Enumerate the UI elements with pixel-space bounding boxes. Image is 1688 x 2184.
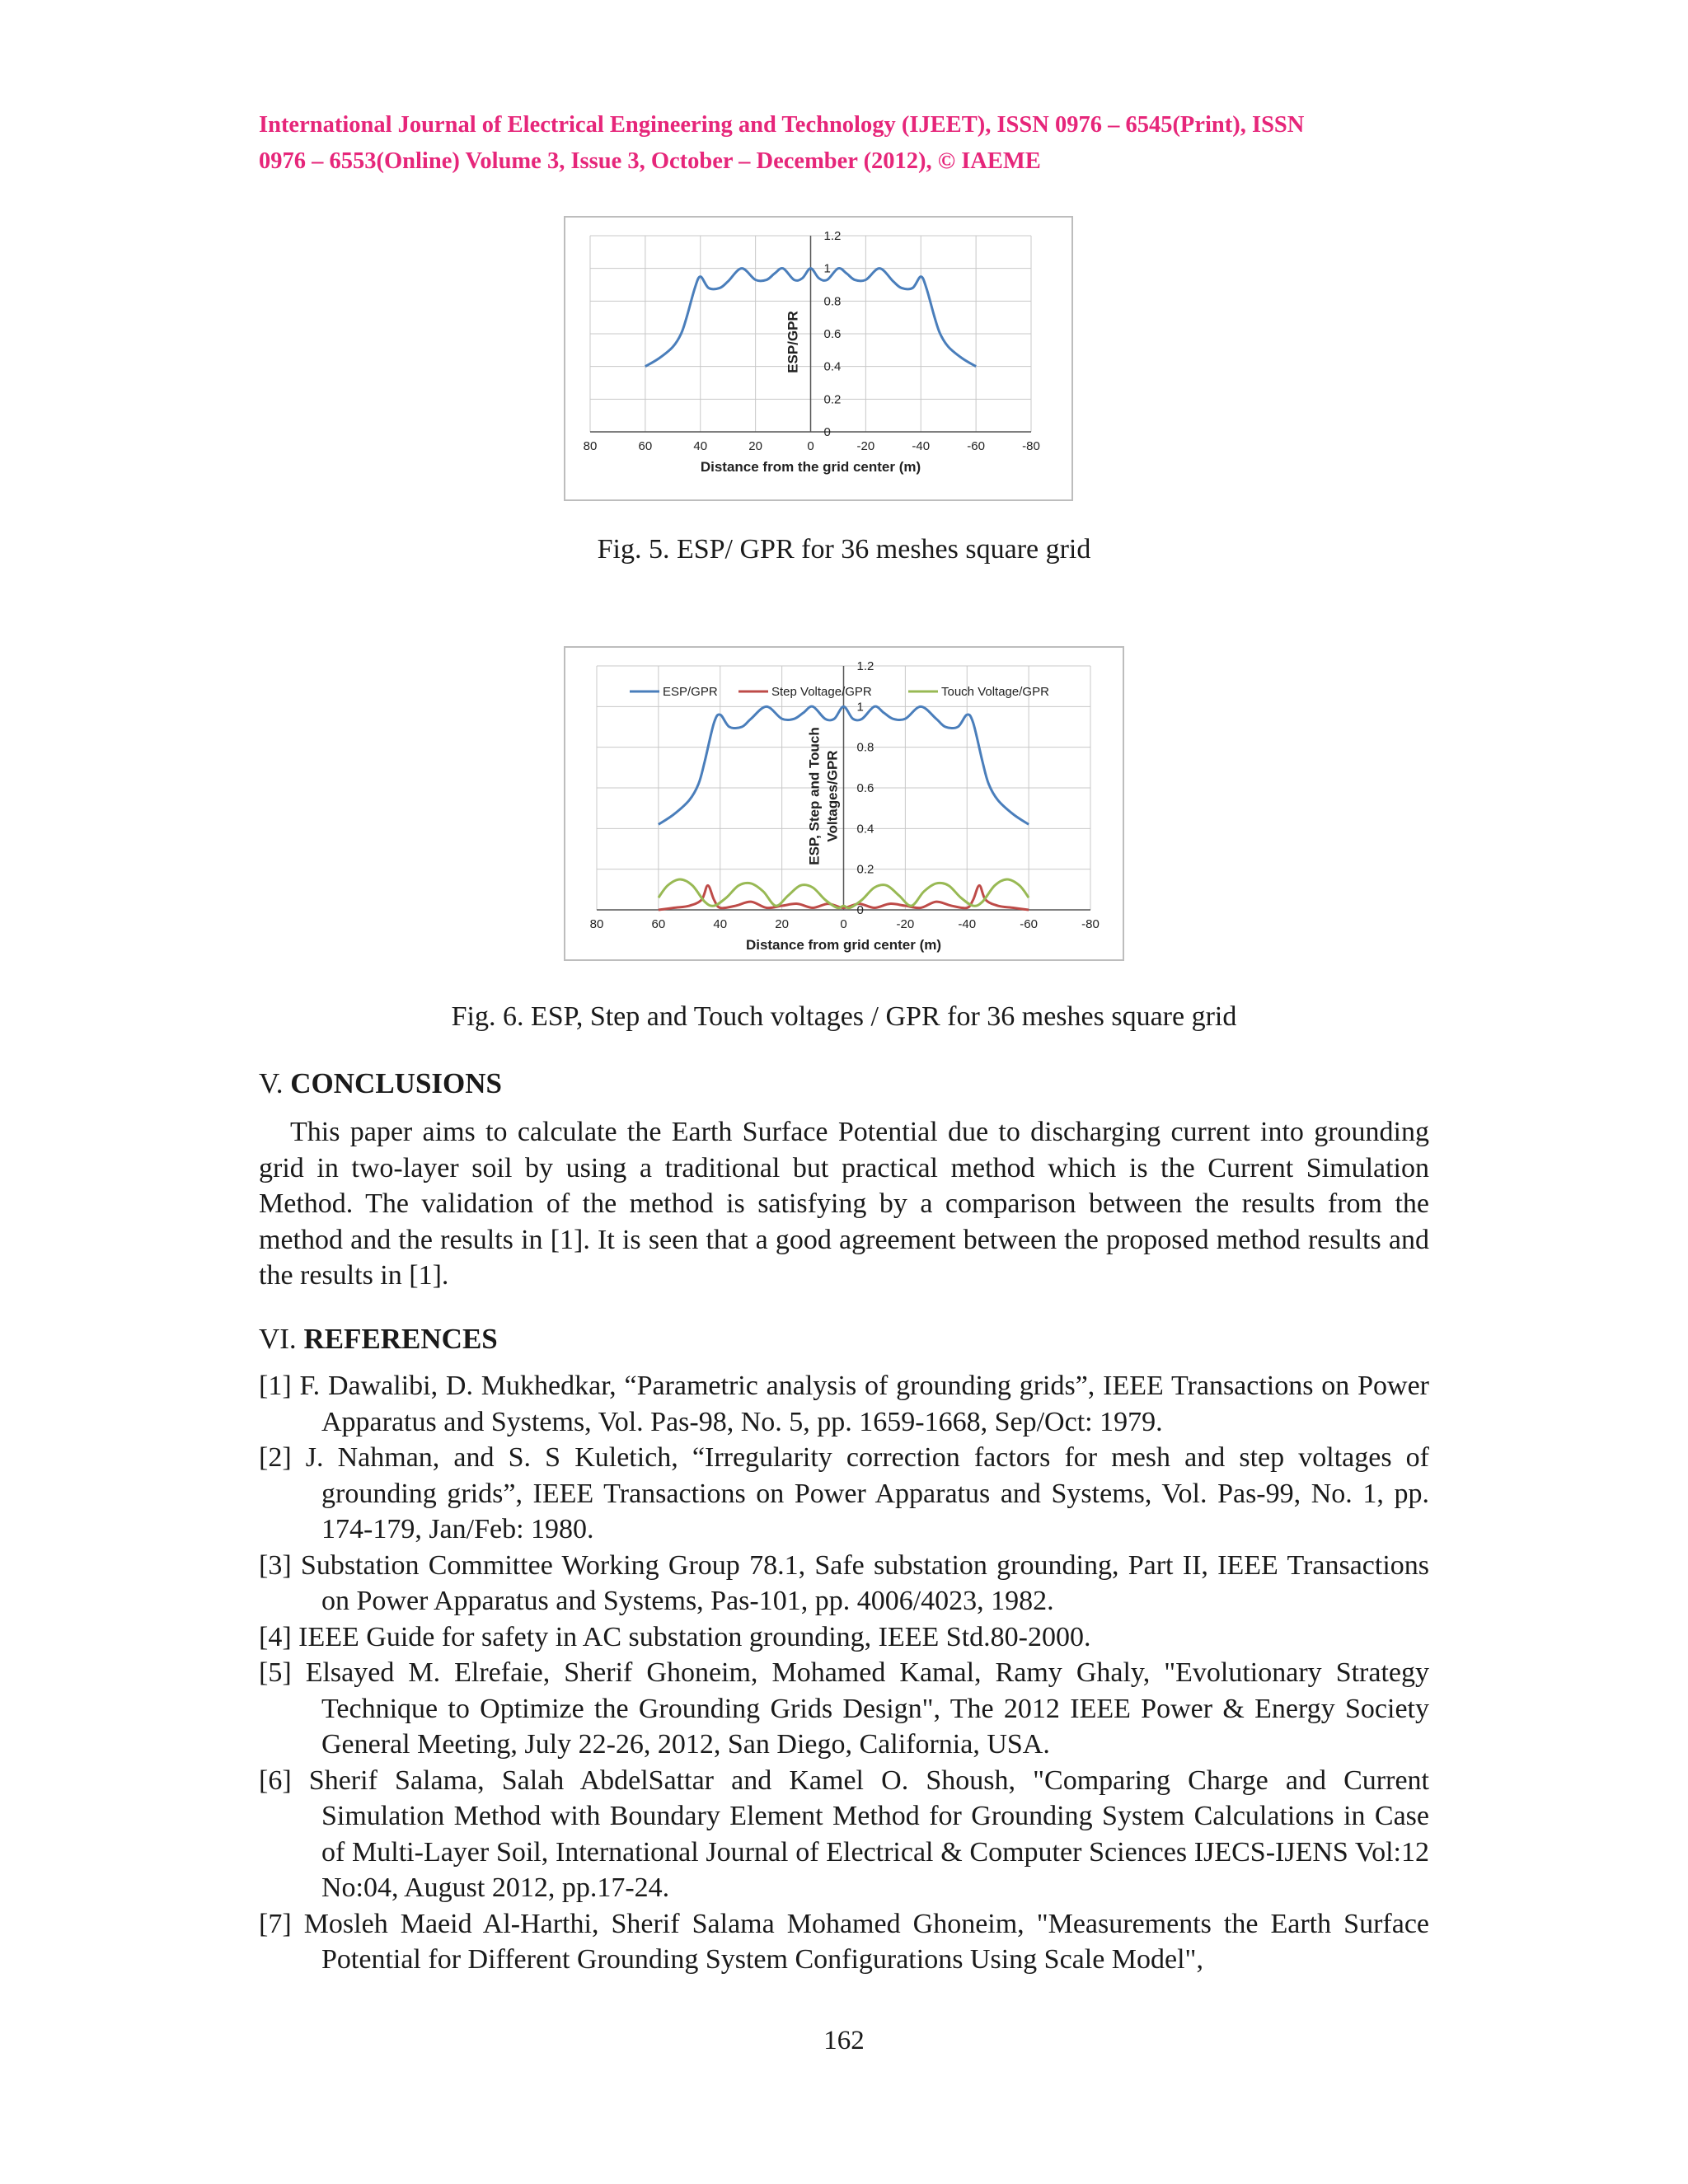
x-tick-label: -40 <box>958 917 977 931</box>
x-axis-title: Distance from the grid center (m) <box>700 459 921 475</box>
x-tick-label: 40 <box>693 439 708 453</box>
page-number: 162 <box>823 2026 865 2055</box>
references-list <box>259 1368 1429 1978</box>
x-tick-label: 80 <box>583 439 598 453</box>
x-tick-label: 20 <box>775 917 789 931</box>
reference-item: [3] Substation Committee Working Group 78.1, Safe substation grounding, Part II, IEEE Transactions on Power Apparatus and Systems, Pas-101, pp. 4006/4023, 1982. <box>259 1549 1429 1616</box>
y-axis-title-line: ESP, Step and Touch <box>806 727 823 865</box>
y-axis-title: ESP/GPR <box>785 311 801 373</box>
y-tick-label: 0.6 <box>856 781 874 795</box>
x-tick-label: 0 <box>807 439 814 453</box>
fig5-svg <box>565 218 1071 499</box>
y-tick-label: 0.2 <box>823 392 842 407</box>
reference-item: [6] Sherif Salama, Salah AbdelSattar and Kamel O. Shoush, "Comparing Charge and Current Simulation Method with Boundary Element Method for Grounding System Calculations in Case of Multi-Layer Soil, International Journal of Electrical & Computer Sciences IJECS-IJENS Vol:12 No:04, August 2012, pp.17-24. <box>259 1765 1429 1903</box>
y-tick-label: 1 <box>823 261 831 276</box>
references-heading <box>259 1323 498 1356</box>
conclusions-title: CONCLUSIONS <box>290 1067 502 1099</box>
x-tick-label: 20 <box>748 439 762 453</box>
y-tick-label: 0.8 <box>856 740 874 755</box>
y-tick-label: 0 <box>823 425 831 439</box>
x-tick-label: -40 <box>912 439 931 453</box>
x-tick-label: -20 <box>896 917 915 931</box>
legend-label: ESP/GPR <box>663 685 718 699</box>
x-tick-label: 60 <box>638 439 653 453</box>
header-line-2: 0976 – 6553(Online) Volume 3, Issue 3, October – December (2012), © IAEME <box>259 148 1041 174</box>
y-tick-label: 0.4 <box>823 359 842 374</box>
y-tick-label: 0.4 <box>856 822 874 837</box>
conclusions-number: V. <box>259 1067 284 1099</box>
x-tick-label: -20 <box>856 439 875 453</box>
reference-item: [7] Mosleh Maeid Al-Harthi, Sherif Salama Mohamed Ghoneim, "Measurements the Earth Surface Potential for Different Grounding System Configurations Using Scale Model", <box>259 1908 1429 1975</box>
fig5-chart <box>564 216 1073 501</box>
y-tick-label: 1.2 <box>856 659 874 673</box>
references-title: REFERENCES <box>303 1323 498 1355</box>
x-tick-label: -60 <box>1020 917 1038 931</box>
x-tick-label: 0 <box>840 917 847 931</box>
fig6-chart <box>564 646 1124 961</box>
y-tick-label: 1.2 <box>823 229 842 243</box>
y-axis-title-line: Voltages/GPR <box>824 750 841 842</box>
y-axis-title <box>807 727 841 865</box>
x-axis-title: Distance from grid center (m) <box>745 937 942 953</box>
y-tick-label: 0.8 <box>823 294 842 309</box>
y-axis-title-text <box>807 727 841 865</box>
y-tick-label: 0 <box>856 903 864 917</box>
x-tick-label: 60 <box>651 917 666 931</box>
x-tick-label: -80 <box>1081 917 1100 931</box>
header-line-1: International Journal of Electrical Engineering and Technology (IJEET), ISSN 0976 – 6545(Print), ISSN <box>259 112 1305 138</box>
y-tick-label: 0.2 <box>856 862 874 877</box>
reference-item: [1] F. Dawalibi, D. Mukhedkar, “Parametric analysis of grounding grids”, IEEE Transactions on Power Apparatus and Systems, Vol. Pas-98, No. 5, pp. 1659-1668, Sep/Oct: 1979. <box>259 1371 1429 1437</box>
journal-header <box>259 107 1429 180</box>
fig6-svg <box>565 648 1123 959</box>
x-tick-label: -80 <box>1022 439 1040 453</box>
x-tick-label: 40 <box>713 917 728 931</box>
legend-label: Step Voltage/GPR <box>771 685 872 699</box>
y-tick-label: 0.6 <box>823 327 842 341</box>
conclusions-heading <box>259 1067 502 1100</box>
fig5-caption: Fig. 5. ESP/ GPR for 36 meshes square grid <box>597 534 1091 565</box>
fig6-caption: Fig. 6. ESP, Step and Touch voltages / GPR for 36 meshes square grid <box>451 1001 1237 1032</box>
references-number: VI. <box>259 1323 297 1355</box>
x-tick-label: -60 <box>967 439 985 453</box>
conclusions-text: This paper aims to calculate the Earth Surface Potential due to discharging current into grounding grid in two-layer soil by using a traditional but practical method which is the Current Simulation Method. The validation of the method is satisfying by a comparison between the results from the method and the results in [1]. It is seen that a good agreement between the proposed method results and the results in [1]. <box>259 1117 1429 1291</box>
reference-item: [5] Elsayed M. Elrefaie, Sherif Ghoneim, Mohamed Kamal, Ramy Ghaly, "Evolutionary Strategy Technique to Optimize the Grounding Grids Design", The 2012 IEEE Power & Energy Society General Meeting, July 22-26, 2012, San Diego, California, USA. <box>259 1657 1429 1760</box>
reference-item: [2] J. Nahman, and S. S Kuletich, “Irregularity correction factors for mesh and step voltages of grounding grids”, IEEE Transactions on Power Apparatus and Systems, Vol. Pas-99, No. 1, pp. 174-179, Jan/Feb: 1980. <box>259 1442 1429 1544</box>
legend-label: Touch Voltage/GPR <box>941 685 1049 699</box>
reference-item: [4] IEEE Guide for safety in AC substation grounding, IEEE Std.80-2000. <box>259 1621 1091 1652</box>
x-tick-label: 80 <box>589 917 604 931</box>
y-tick-label: 1 <box>856 700 864 715</box>
